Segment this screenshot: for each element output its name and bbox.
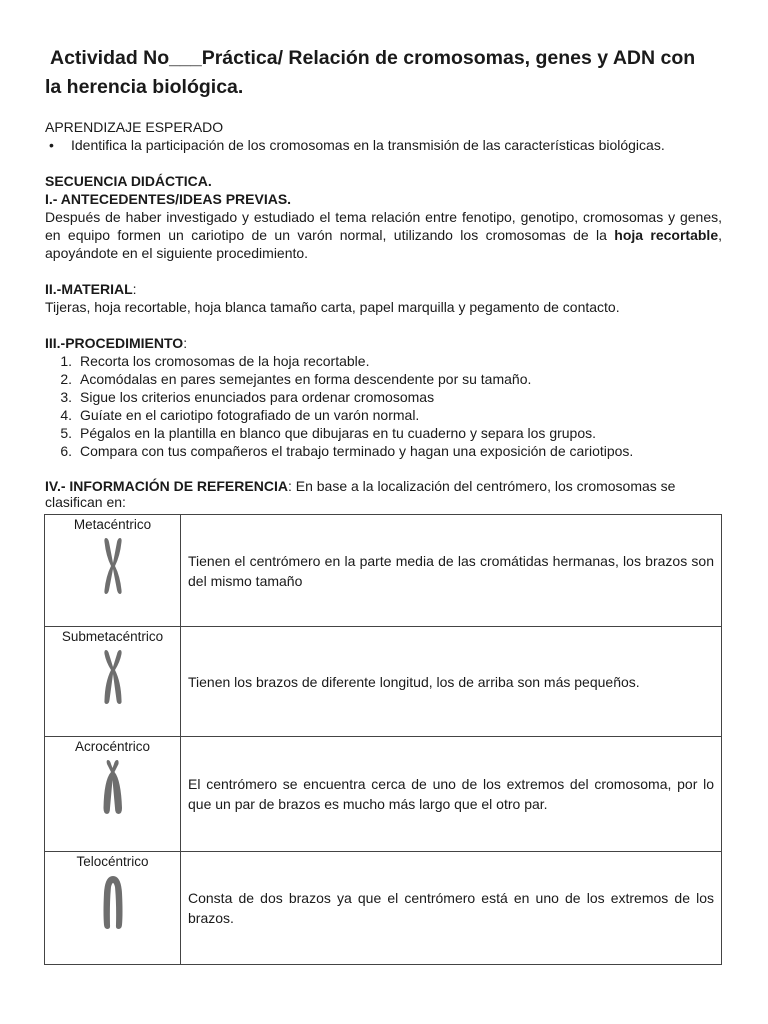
metacentric-chromosome-icon (100, 536, 126, 596)
type-description: Consta de dos brazos ya que el centrómero está en uno de los extremos de los brazos. (181, 852, 722, 965)
procedimiento-colon: : (183, 335, 188, 351)
acrocentric-chromosome-icon (99, 758, 127, 816)
type-label: Submetacéntrico (61, 629, 164, 644)
secuencia-section (45, 172, 722, 262)
table-row (45, 515, 722, 627)
document-page (45, 44, 722, 510)
material-section (45, 280, 722, 316)
title-line-2: la herencia biológica. (45, 76, 244, 98)
telocentric-chromosome-icon (99, 873, 127, 931)
material-heading-line (45, 280, 722, 298)
step-text: Sigue los criterios enunciados para ordenar cromosomas (80, 389, 435, 405)
aprendizaje-bullet-text: Identifica la participación de los cromosomas en la transmisión de las características biológicas. (71, 137, 665, 153)
material-colon: : (132, 281, 137, 297)
bullet-dot: • (49, 137, 54, 153)
aprendizaje-bullet (49, 136, 722, 154)
antecedentes-paragraph (45, 208, 722, 262)
referencia-section (45, 478, 722, 510)
antecedentes-text-1: Después de haber investigado y estudiado el tema relación entre fenotipo, genotipo, cromosomas y genes, en equipo formen un cariotipo de un varón normal, utilizando los cromosomas de la (45, 209, 722, 243)
type-label: Acrocéntrico (74, 739, 151, 754)
list-item (45, 442, 722, 460)
list-item (45, 406, 722, 424)
procedimiento-heading-line (45, 334, 722, 352)
step-text: Compara con tus compañeros el trabajo terminado y hagan una exposición de cariotipos. (80, 443, 634, 459)
antecedentes-bold: hoja recortable (614, 227, 719, 243)
table-row (45, 852, 722, 965)
type-description: Tienen los brazos de diferente longitud, los de arriba son más pequeños. (181, 627, 722, 737)
step-number: 2. (60, 371, 72, 387)
type-cell (45, 737, 181, 852)
title-line-1: Actividad No___Práctica/ Relación de cromosomas, genes y ADN con (50, 47, 696, 69)
step-number: 6. (60, 443, 72, 459)
step-text: Pégalos en la plantilla en blanco que dibujaras en tu cuaderno y separa los grupos. (80, 425, 597, 441)
step-text: Guíate en el cariotipo fotografiado de un varón normal. (80, 407, 420, 423)
list-item (45, 352, 722, 370)
step-text: Recorta los cromosomas de la hoja recortable. (80, 353, 370, 369)
type-cell (45, 852, 181, 965)
referencia-heading: IV.- INFORMACIÓN DE REFERENCIA (45, 478, 288, 494)
table-row (45, 737, 722, 852)
step-number: 1. (60, 353, 72, 369)
material-heading: II.-MATERIAL (45, 281, 133, 297)
secuencia-heading: SECUENCIA DIDÁCTICA. (45, 173, 212, 189)
chromosome-types-table (44, 514, 722, 965)
referencia-text: : En base a la localización del centrómero, los cromosomas se clasifican en: (45, 478, 676, 510)
step-number: 4. (60, 407, 72, 423)
step-text: Acomódalas en pares semejantes en forma descendente por su tamaño. (80, 371, 532, 387)
antecedentes-text-2: , apoyándote en el siguiente procedimiento. (45, 227, 722, 261)
list-item (45, 370, 722, 388)
type-cell (45, 627, 181, 737)
type-label: Telocéntrico (76, 854, 149, 869)
step-number: 3. (60, 389, 72, 405)
aprendizaje-section (45, 118, 722, 154)
referencia-paragraph (45, 478, 722, 510)
type-label: Metacéntrico (73, 517, 152, 532)
step-number: 5. (60, 425, 72, 441)
list-item (45, 388, 722, 406)
page-title (45, 44, 722, 102)
procedimiento-heading: III.-PROCEDIMIENTO (45, 335, 184, 351)
type-cell (45, 515, 181, 627)
table-row (45, 627, 722, 737)
procedimiento-list (45, 352, 722, 460)
procedimiento-section (45, 334, 722, 460)
list-item (45, 424, 722, 442)
type-description: Tienen el centrómero en la parte media de las cromátidas hermanas, los brazos son del mismo tamaño (181, 515, 722, 627)
aprendizaje-heading: APRENDIZAJE ESPERADO (45, 119, 224, 135)
submetacentric-chromosome-icon (100, 648, 126, 706)
antecedentes-heading: I.- ANTECEDENTES/IDEAS PREVIAS. (45, 191, 292, 207)
type-description: El centrómero se encuentra cerca de uno de los extremos del cromosoma, por lo que un par de brazos es mucho más largo que el otro par. (181, 737, 722, 852)
material-text: Tijeras, hoja recortable, hoja blanca tamaño carta, papel marquilla y pegamento de contacto. (45, 299, 620, 315)
